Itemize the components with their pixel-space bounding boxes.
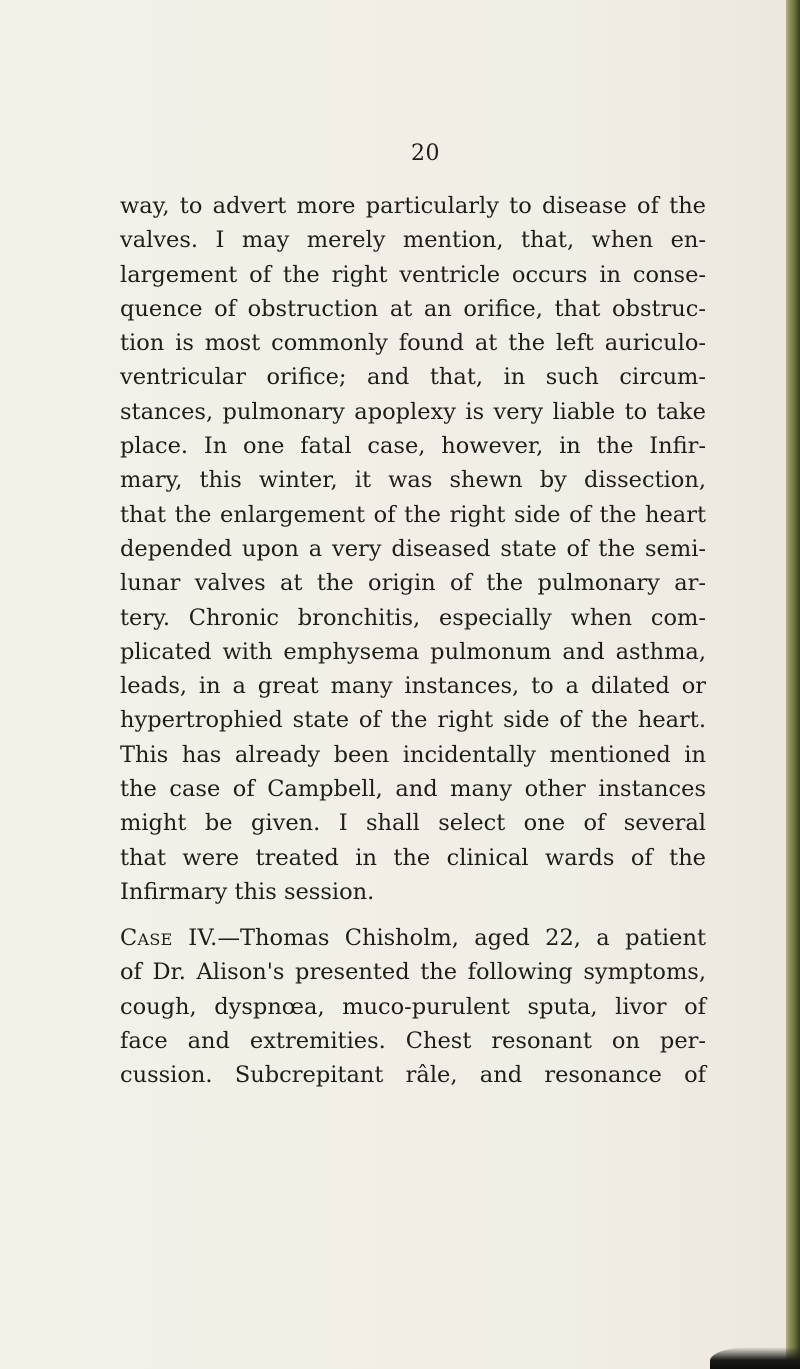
text-line: place. In one fatal case, however, in the Infir-: [120, 433, 706, 460]
text-line: stances, pulmonary apoplexy is very liable to take: [120, 398, 706, 425]
text-line: the case of Campbell, and many other instances: [120, 776, 706, 803]
text-line: quence of obstruction at an orifice, that obstruc-: [120, 295, 706, 322]
text-line: tery. Chronic bronchitis, especially when com-: [120, 604, 706, 631]
paragraph-1: [120, 189, 706, 909]
text-line: tion is most commonly found at the left auriculo-: [120, 330, 706, 357]
text-line: face and extremities. Chest resonant on per-: [120, 1027, 706, 1054]
text-line: Infirmary this session.: [120, 878, 375, 905]
text-line: lunar valves at the origin of the pulmonary ar-: [120, 570, 706, 597]
text-line: plicated with emphysema pulmonum and asthma,: [120, 638, 706, 665]
text-line: This has already been incidentally mentioned in: [120, 741, 706, 768]
text-line: depended upon a very diseased state of the semi-: [120, 535, 706, 562]
page-edge: [786, 0, 800, 1369]
text-line: valves. I may merely mention, that, when en-: [120, 227, 706, 254]
page-number: 20: [411, 141, 440, 166]
text-line-first: [120, 921, 706, 955]
page-corner-shadow: [710, 1347, 800, 1369]
case-heading-rest: —Thomas Chisholm, aged 22, a patient: [217, 925, 706, 951]
text-line: might be given. I shall select one of several: [120, 810, 706, 837]
case-heading: Case IV.: [120, 925, 218, 951]
text-line: that the enlargement of the right side of the heart: [120, 501, 706, 528]
text-line: cussion. Subcrepitant râle, and resonance of: [120, 1062, 706, 1089]
text-line: ventricular orifice; and that, in such circum-: [120, 364, 706, 391]
text-line: of Dr. Alison's presented the following symptoms,: [120, 959, 706, 986]
text-line: leads, in a great many instances, to a dilated or: [120, 673, 706, 700]
text-line: largement of the right ventricle occurs in conse-: [120, 261, 706, 288]
text-line: cough, dyspnœa, muco-purulent sputa, livor of: [120, 993, 706, 1020]
text-line: hypertrophied state of the right side of the heart.: [120, 707, 706, 734]
text-line: that were treated in the clinical wards of the: [120, 844, 706, 871]
text-line: mary, this winter, it was shewn by dissection,: [120, 467, 706, 494]
paragraph-2: [120, 921, 706, 1092]
text-line: way, to advert more particularly to disease of the: [120, 193, 706, 219]
